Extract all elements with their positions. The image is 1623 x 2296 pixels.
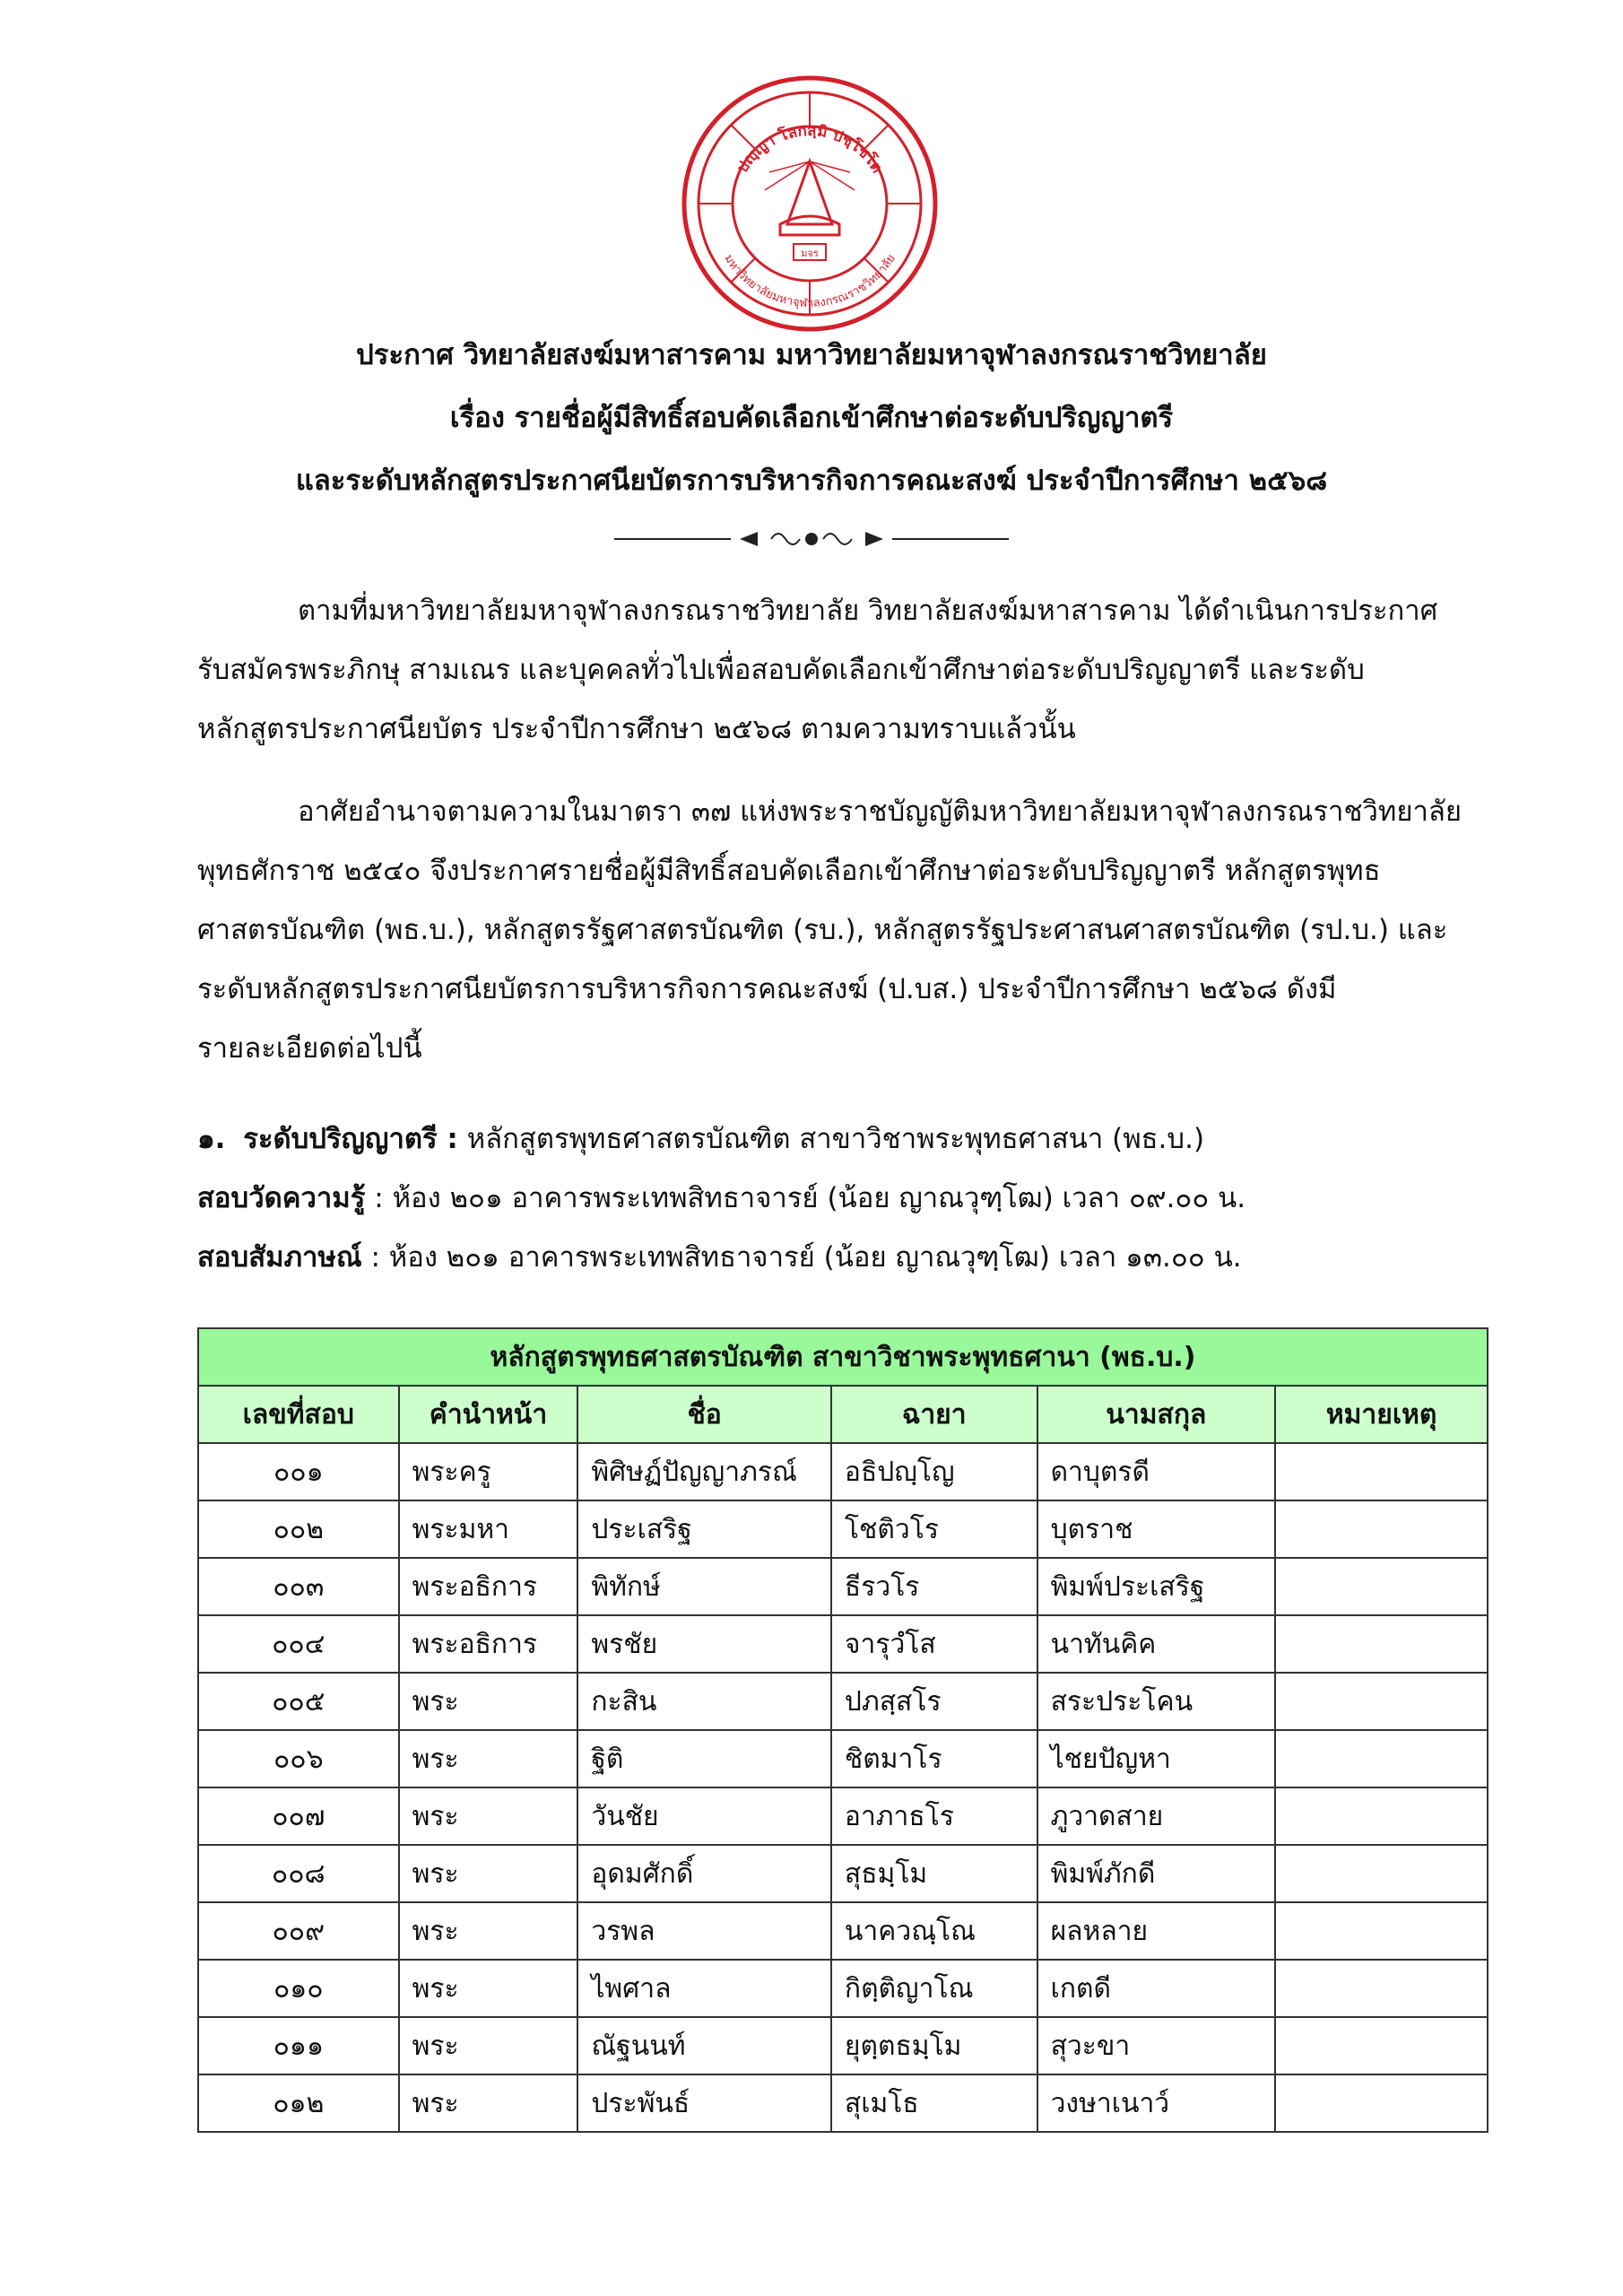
candidate-table — [197, 1327, 1488, 2133]
table-cell: พระอธิการ — [399, 1615, 578, 1673]
table-cell: กะสิน — [577, 1673, 831, 1730]
table-cell: ๐๐๕ — [198, 1673, 399, 1730]
interview-info-line — [197, 1234, 1242, 1279]
table-cell: ๐๐๓ — [198, 1558, 399, 1615]
seal-motto: ปญฺญา โลกสฺมิ ปชฺโชโต — [733, 122, 886, 177]
column-header: ชื่อ — [577, 1386, 831, 1443]
table-cell: พระ — [399, 2017, 578, 2074]
table-cell: ภูวาดสาย — [1037, 1787, 1276, 1845]
table-cell — [1275, 2017, 1488, 2074]
table-header-row — [198, 1386, 1488, 1443]
table-cell: ปภสฺสโร — [831, 1673, 1037, 1730]
table-cell: ๐๐๖ — [198, 1730, 399, 1787]
exam-info-line — [197, 1175, 1245, 1220]
table-cell: ๐๐๗ — [198, 1787, 399, 1845]
table-row — [198, 1673, 1488, 1730]
section-level-label: ระดับปริญญาตรี : — [243, 1123, 458, 1155]
table-cell: นาควณฺโณ — [831, 1902, 1037, 1960]
exam-label: สอบวัดความรู้ — [197, 1182, 366, 1214]
table-cell: กิตฺติญาโณ — [831, 1960, 1037, 2017]
announcement-heading-line2: เรื่อง รายชื่อผู้มีสิทธิ์สอบคัดเลือกเข้าศึกษาต่อระดับปริญญาตรี — [449, 402, 1174, 434]
table-cell: พระครู — [399, 1443, 578, 1500]
authority-paragraph — [197, 782, 1462, 1078]
table-row — [198, 1787, 1488, 1845]
table-cell: สระประโคน — [1037, 1673, 1276, 1730]
interview-label: สอบสัมภาษณ์ — [197, 1241, 362, 1274]
table-cell: พระอธิการ — [399, 1558, 578, 1615]
table-cell: ๐๐๒ — [198, 1500, 399, 1558]
table-cell — [1275, 1673, 1488, 1730]
table-cell: พระ — [399, 2074, 578, 2132]
table-row — [198, 1500, 1488, 1558]
column-header: หมายเหตุ — [1275, 1386, 1488, 1443]
section-level-text: หลักสูตรพุทธศาสตรบัณฑิต สาขาวิชาพระพุทธศาสนา (พธ.บ.) — [466, 1123, 1205, 1155]
table-cell — [1275, 1902, 1488, 1960]
table-cell: สุวะขา — [1037, 2017, 1276, 2074]
seal-center-text: มจร — [801, 248, 819, 259]
table-cell: ฐิติ — [577, 1730, 831, 1787]
table-cell: พรชัย — [577, 1615, 831, 1673]
table-cell: ๐๑๑ — [198, 2017, 399, 2074]
table-cell: พระ — [399, 1730, 578, 1787]
table-cell: พระ — [399, 1902, 578, 1960]
seal-ring-text: มหาวิทยาลัยมหาจุฬาลงกรณราชวิทยาลัย — [721, 252, 898, 311]
authority-line: ระดับหลักสูตรประกาศนียบัตรการบริหารกิจการคณะสงฆ์ (ป.บส.) ประจำปีการศึกษา ๒๕๖๘ ดังมี — [197, 973, 1337, 1005]
table-cell: โชติวโร — [831, 1500, 1037, 1558]
table-cell: อาภาธโร — [831, 1787, 1037, 1845]
authority-line: ศาสตรบัณฑิต (พธ.บ.), หลักสูตรรัฐศาสตรบัณฑิต (รบ.), หลักสูตรรัฐประศาสนศาสตรบัณฑิต (รป.บ.) และ — [197, 914, 1448, 946]
column-header: นามสกุล — [1037, 1386, 1276, 1443]
table-caption: หลักสูตรพุทธศาสตรบัณฑิต สาขาวิชาพระพุทธศานา (พธ.บ.) — [198, 1328, 1488, 1386]
exam-text: : ห้อง ๒๐๑ อาคารพระเทพสิทธาจารย์ (น้อย ญาณวุฑฺโฒ) เวลา ๐๙.๐๐ น. — [374, 1182, 1246, 1214]
table-cell: พระ — [399, 1787, 578, 1845]
table-cell — [1275, 1500, 1488, 1558]
table-cell: วรพล — [577, 1902, 831, 1960]
table-row — [198, 1443, 1488, 1500]
table-cell — [1275, 1960, 1488, 2017]
table-cell: นาทันคิค — [1037, 1615, 1276, 1673]
table-cell — [1275, 2074, 1488, 2132]
table-cell: พระ — [399, 1960, 578, 2017]
intro-line: รับสมัครพระภิกษุ สามเณร และบุคคลทั่วไปเพื่อสอบคัดเลือกเข้าศึกษาต่อระดับปริญญาตรี และระดับ — [197, 654, 1365, 686]
table-cell — [1275, 1443, 1488, 1500]
table-cell: พระมหา — [399, 1500, 578, 1558]
table-cell: ดาบุตรดี — [1037, 1443, 1276, 1500]
table-cell: ๐๐๘ — [198, 1845, 399, 1902]
table-cell: ธีรวโร — [831, 1558, 1037, 1615]
table-cell: พระ — [399, 1673, 578, 1730]
table-cell: พิมพ์ประเสริฐ — [1037, 1558, 1276, 1615]
table-cell: ประพันธ์ — [577, 2074, 831, 2132]
table-cell — [1275, 1845, 1488, 1902]
table-cell: พิทักษ์ — [577, 1558, 831, 1615]
table-row — [198, 2017, 1488, 2074]
authority-line: อาศัยอำนาจตามความในมาตรา ๓๗ แห่งพระราชบัญญัติมหาวิทยาลัยมหาจุฬาลงกรณราชวิทยาลัย — [298, 796, 1462, 828]
table-cell: ไชยปัญหา — [1037, 1730, 1276, 1787]
table-cell: ผลหลาย — [1037, 1902, 1276, 1960]
column-header: คำนำหน้า — [399, 1386, 578, 1443]
table-cell: บุตราช — [1037, 1500, 1276, 1558]
table-cell: ยุตฺตธมฺโม — [831, 2017, 1037, 2074]
table-cell: สุธมฺโม — [831, 1845, 1037, 1902]
table-row — [198, 1845, 1488, 1902]
table-cell: ณัฐนนท์ — [577, 2017, 831, 2074]
table-cell: อธิปญฺโญ — [831, 1443, 1037, 1500]
table-row — [198, 1902, 1488, 1960]
table-row — [198, 1615, 1488, 1673]
table-row — [198, 1730, 1488, 1787]
table-cell — [1275, 1730, 1488, 1787]
announcement-heading-line1: ประกาศ วิทยาลัยสงฆ์มหาสารคาม มหาวิทยาลัยมหาจุฬาลงกรณราชวิทยาลัย — [356, 339, 1267, 371]
table-cell: ๐๐๔ — [198, 1615, 399, 1673]
table-cell: จารุวํโส — [831, 1615, 1037, 1673]
table-cell: พิศิษฏ์ปัญญาภรณ์ — [577, 1443, 831, 1500]
table-cell: พระ — [399, 1845, 578, 1902]
table-cell — [1275, 1615, 1488, 1673]
svg-text:ปญฺญา โลกสฺมิ ปชฺโชโต — [733, 122, 886, 177]
table-cell: พิมพ์ภักดี — [1037, 1845, 1276, 1902]
table-cell: ๐๐๑ — [198, 1443, 399, 1500]
column-header: เลขที่สอบ — [198, 1386, 399, 1443]
decorative-divider — [614, 518, 1009, 560]
table-cell: ชิตมาโร — [831, 1730, 1037, 1787]
table-cell: วันชัย — [577, 1787, 831, 1845]
table-cell: เกตดี — [1037, 1960, 1276, 2017]
table-cell: ประเสริฐ — [577, 1500, 831, 1558]
section-level-line — [197, 1116, 1204, 1161]
university-seal-logo — [680, 74, 940, 334]
interview-text: : ห้อง ๒๐๑ อาคารพระเทพสิทธาจารย์ (น้อย ญาณวุฑฺโฒ) เวลา ๑๓.๐๐ น. — [370, 1241, 1242, 1274]
table-cell: ๐๐๙ — [198, 1902, 399, 1960]
table-cell: ๐๑๒ — [198, 2074, 399, 2132]
table-cell: วงษาเนาว์ — [1037, 2074, 1276, 2132]
announcement-heading-line3: และระดับหลักสูตรประกาศนียบัตรการบริหารกิจการคณะสงฆ์ ประจำปีการศึกษา ๒๕๖๘ — [295, 465, 1328, 497]
section-number: ๑. — [197, 1123, 226, 1155]
table-cell: ไพศาล — [577, 1960, 831, 2017]
table-cell: อุดมศักดิ์ — [577, 1845, 831, 1902]
intro-line: หลักสูตรประกาศนียบัตร ประจำปีการศึกษา ๒๕๖๘ ตามความทราบแล้วนั้น — [197, 713, 1076, 745]
table-cell — [1275, 1558, 1488, 1615]
column-header: ฉายา — [831, 1386, 1037, 1443]
table-row — [198, 1558, 1488, 1615]
authority-line: รายละเอียดต่อไปนี้ — [197, 1032, 422, 1065]
table-row — [198, 2074, 1488, 2132]
authority-line: พุทธศักราช ๒๕๔๐ จึงประกาศรายชื่อผู้มีสิทธิ์สอบคัดเลือกเข้าศึกษาต่อระดับปริญญาตรี หลักสูตรพุทธ — [197, 855, 1381, 887]
intro-line: ตามที่มหาวิทยาลัยมหาจุฬาลงกรณราชวิทยาลัย วิทยาลัยสงฆ์มหาสารคาม ได้ดำเนินการประกาศ — [298, 595, 1438, 627]
table-cell: สุเมโธ — [831, 2074, 1037, 2132]
table-cell — [1275, 1787, 1488, 1845]
intro-paragraph — [197, 581, 1438, 759]
table-cell: ๐๑๐ — [198, 1960, 399, 2017]
table-row — [198, 1960, 1488, 2017]
